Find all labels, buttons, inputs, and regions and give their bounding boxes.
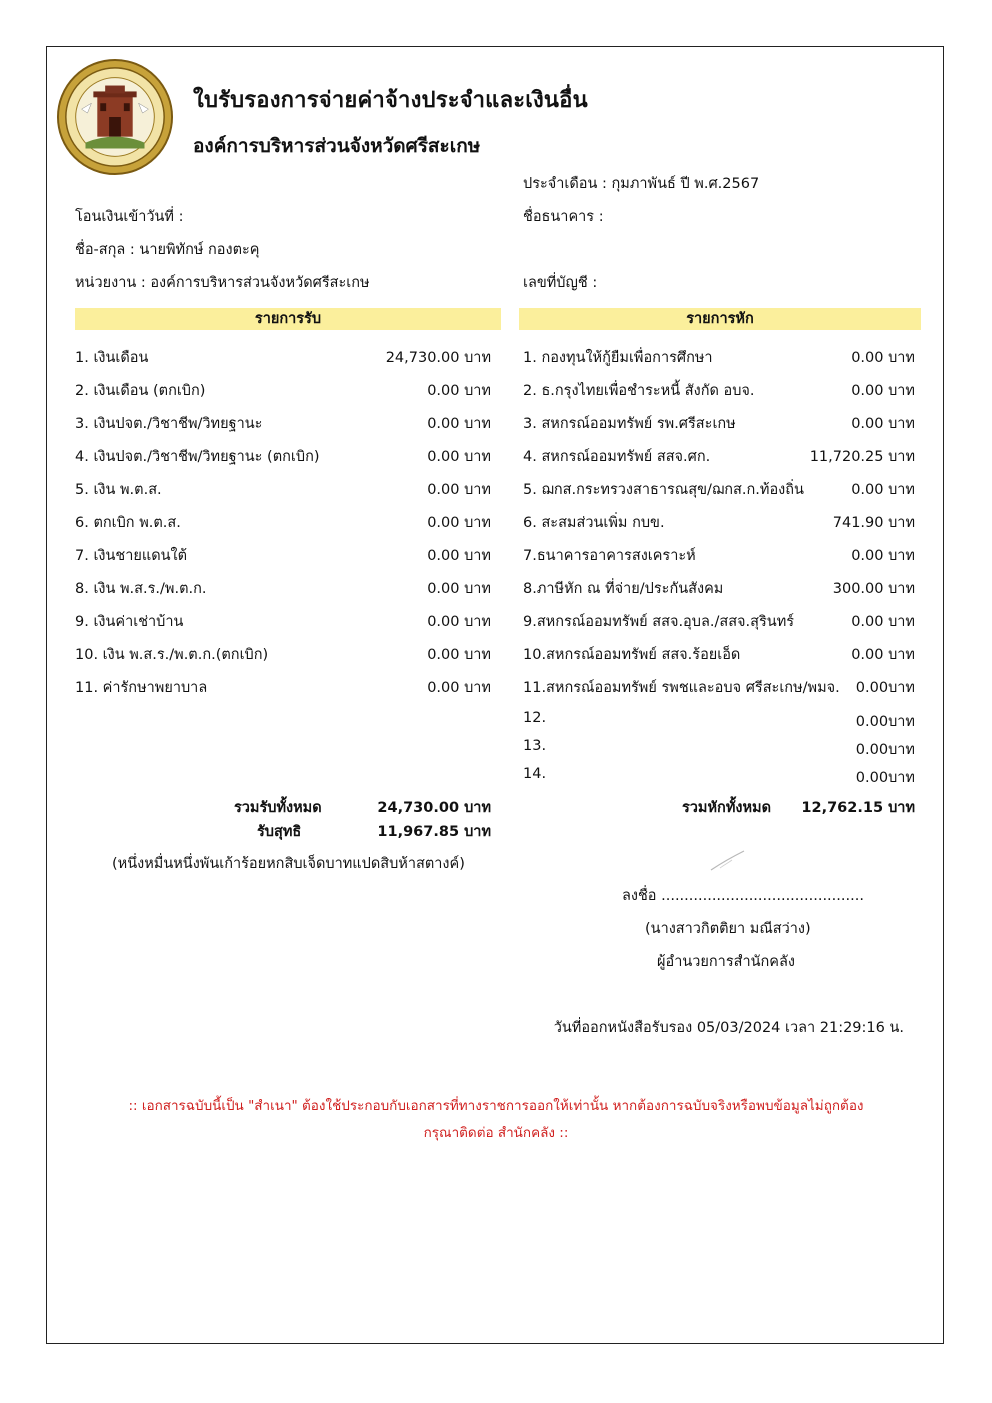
income-item-row <box>75 511 491 531</box>
income-item-label: 1. เงินเดือน <box>75 350 149 366</box>
signer-title: ผู้อำนวยการสำนักคลัง <box>657 954 795 970</box>
deduction-extra-item-label: 14. <box>523 766 547 782</box>
deduction-item-amount: 0.00 บาท <box>851 647 915 663</box>
work-unit: หน่วยงาน : องค์การบริหารส่วนจังหวัดศรีสะเกษ <box>75 275 370 291</box>
income-item-row <box>75 412 491 432</box>
copy-notice-line1: :: เอกสารฉบับนี้เป็น "สำเนา" ต้องใช้ประกอบกับเอกสารที่ทางราชการออกให้เท่านั้น หากต้องการฉบับจริงหรือพบข้อมูลไม่ถูกต้อง <box>128 1098 864 1114</box>
deduction-extra-item-amount: 0.00บาท <box>855 742 915 758</box>
deduction-total-value: 12,762.15 บาท <box>801 800 915 816</box>
deduction-extra-item-row <box>523 710 915 730</box>
deduction-item-amount: 0.00 บาท <box>851 548 915 564</box>
income-item-label: 11. ค่ารักษาพยาบาล <box>75 680 208 696</box>
deduction-item-amount: 741.90 บาท <box>832 515 915 531</box>
income-item-label: 9. เงินค่าเช่าบ้าน <box>75 614 184 630</box>
document-title: ใบรับรองการจ่ายค่าจ้างประจำและเงินอื่น <box>193 88 588 113</box>
deduction-item-row <box>523 379 915 399</box>
income-item-amount: 0.00 บาท <box>427 416 491 432</box>
signer-name: (นางสาวกิตติยา มณีสว่าง) <box>645 921 811 937</box>
deduction-item-label: 6. สะสมส่วนเพิ่ม กบข. <box>523 515 665 531</box>
deduction-item-row <box>523 643 915 663</box>
income-item-label: 6. ตกเบิก พ.ต.ส. <box>75 515 181 531</box>
income-item-label: 3. เงินปจต./วิชาชีพ/วิทยฐานะ <box>75 416 263 432</box>
income-item-amount: 0.00 บาท <box>427 449 491 465</box>
deduction-item-row <box>523 412 915 432</box>
deduction-item-label: 5. ฌกส.กระทรวงสาธารณสุข/ฌกส.ก.ท้องถิ่น <box>523 482 804 498</box>
income-item-row <box>75 676 491 696</box>
income-item-label: 8. เงิน พ.ส.ร./พ.ต.ก. <box>75 581 207 597</box>
deduction-item-amount: 0.00 บาท <box>851 614 915 630</box>
deduction-extra-item-label: 13. <box>523 738 547 754</box>
deduction-item-amount: 0.00 บาท <box>851 350 915 366</box>
income-item-amount: 0.00 บาท <box>427 680 491 696</box>
pay-period: ประจำเดือน : กุมภาพันธ์ ปี พ.ศ.2567 <box>523 176 760 192</box>
deduction-item-row <box>523 577 915 597</box>
income-heading: รายการรับ <box>75 308 501 330</box>
issue-timestamp: วันที่ออกหนังสือรับรอง 05/03/2024 เวลา 21:29:16 น. <box>553 1020 904 1036</box>
deductions-heading: รายการหัก <box>519 308 921 330</box>
income-item-row <box>75 643 491 663</box>
income-item-label: 7. เงินชายแดนใต้ <box>75 548 188 564</box>
transfer-date: โอนเงินเข้าวันที่ : <box>75 209 184 225</box>
income-item-amount: 0.00 บาท <box>427 383 491 399</box>
deduction-item-label: 4. สหกรณ์ออมทรัพย์ สสจ.ศก. <box>523 449 711 465</box>
deduction-item-row <box>523 511 915 531</box>
net-pay-in-words: (หนึ่งหมื่นหนึ่งพันเก้าร้อยหกสิบเจ็ดบาทแปดสิบห้าสตางค์) <box>112 856 465 872</box>
net-pay-label: รับสุทธิ <box>257 824 302 840</box>
account-number: เลขที่บัญชี : <box>523 275 598 291</box>
income-item-row <box>75 610 491 630</box>
signature-mark <box>708 848 748 874</box>
deduction-total-label: รวมหักทั้งหมด <box>682 800 771 816</box>
deduction-item-label: 8.ภาษีหัก ณ ที่จ่าย/ประกันสังคม <box>523 581 724 597</box>
income-item-amount: 0.00 บาท <box>427 581 491 597</box>
deduction-item-amount: 0.00 บาท <box>851 482 915 498</box>
deduction-extra-item-amount: 0.00บาท <box>855 714 915 730</box>
deduction-item-label: 10.สหกรณ์ออมทรัพย์ สสจ.ร้อยเอ็ด <box>523 647 741 663</box>
income-item-label: 10. เงิน พ.ส.ร./พ.ต.ก.(ตกเบิก) <box>75 647 269 663</box>
deduction-item-amount: 0.00 บาท <box>851 416 915 432</box>
income-item-row <box>75 478 491 498</box>
income-item-amount: 0.00 บาท <box>427 482 491 498</box>
income-item-row <box>75 577 491 597</box>
deduction-item-label: 2. ธ.กรุงไทยเพื่อชำระหนี้ สังกัด อบจ. <box>523 383 755 399</box>
income-item-row <box>75 445 491 465</box>
income-total-value: 24,730.00 บาท <box>377 800 491 816</box>
income-item-label: 2. เงินเดือน (ตกเบิก) <box>75 383 206 399</box>
deduction-item-amount: 11,720.25 บาท <box>809 449 915 465</box>
signature-line: ลงชื่อ ............................................ <box>622 888 864 904</box>
employee-name: ชื่อ-สกุล : นายพิทักษ์ กองตะคุ <box>75 242 260 258</box>
deduction-extra-item-label: 12. <box>523 710 547 726</box>
deduction-item-row <box>523 478 915 498</box>
income-item-amount: 0.00 บาท <box>427 548 491 564</box>
deduction-extra-item-row <box>523 738 915 758</box>
deduction-item-label: 9.สหกรณ์ออมทรัพย์ สสจ.อุบล./สสจ.สุรินทร์ <box>523 614 795 630</box>
deduction-item-amount: 300.00 บาท <box>832 581 915 597</box>
income-item-row <box>75 544 491 564</box>
deduction-item-label: 3. สหกรณ์ออมทรัพย์ รพ.ศรีสะเกษ <box>523 416 736 432</box>
income-item-label: 5. เงิน พ.ต.ส. <box>75 482 162 498</box>
income-item-row <box>75 346 491 366</box>
net-pay-value: 11,967.85 บาท <box>377 824 491 840</box>
deduction-item-amount: 0.00 บาท <box>851 383 915 399</box>
deduction-item-row <box>523 610 915 630</box>
bank-name: ชื่อธนาคาร : <box>523 209 604 225</box>
deduction-item-row <box>523 544 915 564</box>
organization-name: องค์การบริหารส่วนจังหวัดศรีสะเกษ <box>193 135 481 157</box>
income-total-label: รวมรับทั้งหมด <box>234 800 322 816</box>
deduction-item-row <box>523 445 915 465</box>
income-item-amount: 0.00 บาท <box>427 614 491 630</box>
copy-notice-line2: กรุณาติดต่อ สำนักคลัง :: <box>423 1125 569 1141</box>
deduction-item-label: 11.สหกรณ์ออมทรัพย์ รพชและอบจ ศรีสะเกษ/พมจ. <box>523 680 840 696</box>
income-item-amount: 0.00 บาท <box>427 515 491 531</box>
income-item-row <box>75 379 491 399</box>
org-seal-logo <box>56 58 174 176</box>
income-item-label: 4. เงินปจต./วิชาชีพ/วิทยฐานะ (ตกเบิก) <box>75 449 320 465</box>
income-item-amount: 24,730.00 บาท <box>385 350 491 366</box>
deduction-item-label: 7.ธนาคารอาคารสงเคราะห์ <box>523 548 696 564</box>
deduction-item-row <box>523 346 915 366</box>
deduction-item-row <box>523 676 915 696</box>
deduction-item-label: 1. กองทุนให้กู้ยืมเพื่อการศึกษา <box>523 350 713 366</box>
deduction-extra-item-row <box>523 766 915 786</box>
deduction-item-amount: 0.00บาท <box>855 680 915 696</box>
deduction-extra-item-amount: 0.00บาท <box>855 770 915 786</box>
income-item-amount: 0.00 บาท <box>427 647 491 663</box>
